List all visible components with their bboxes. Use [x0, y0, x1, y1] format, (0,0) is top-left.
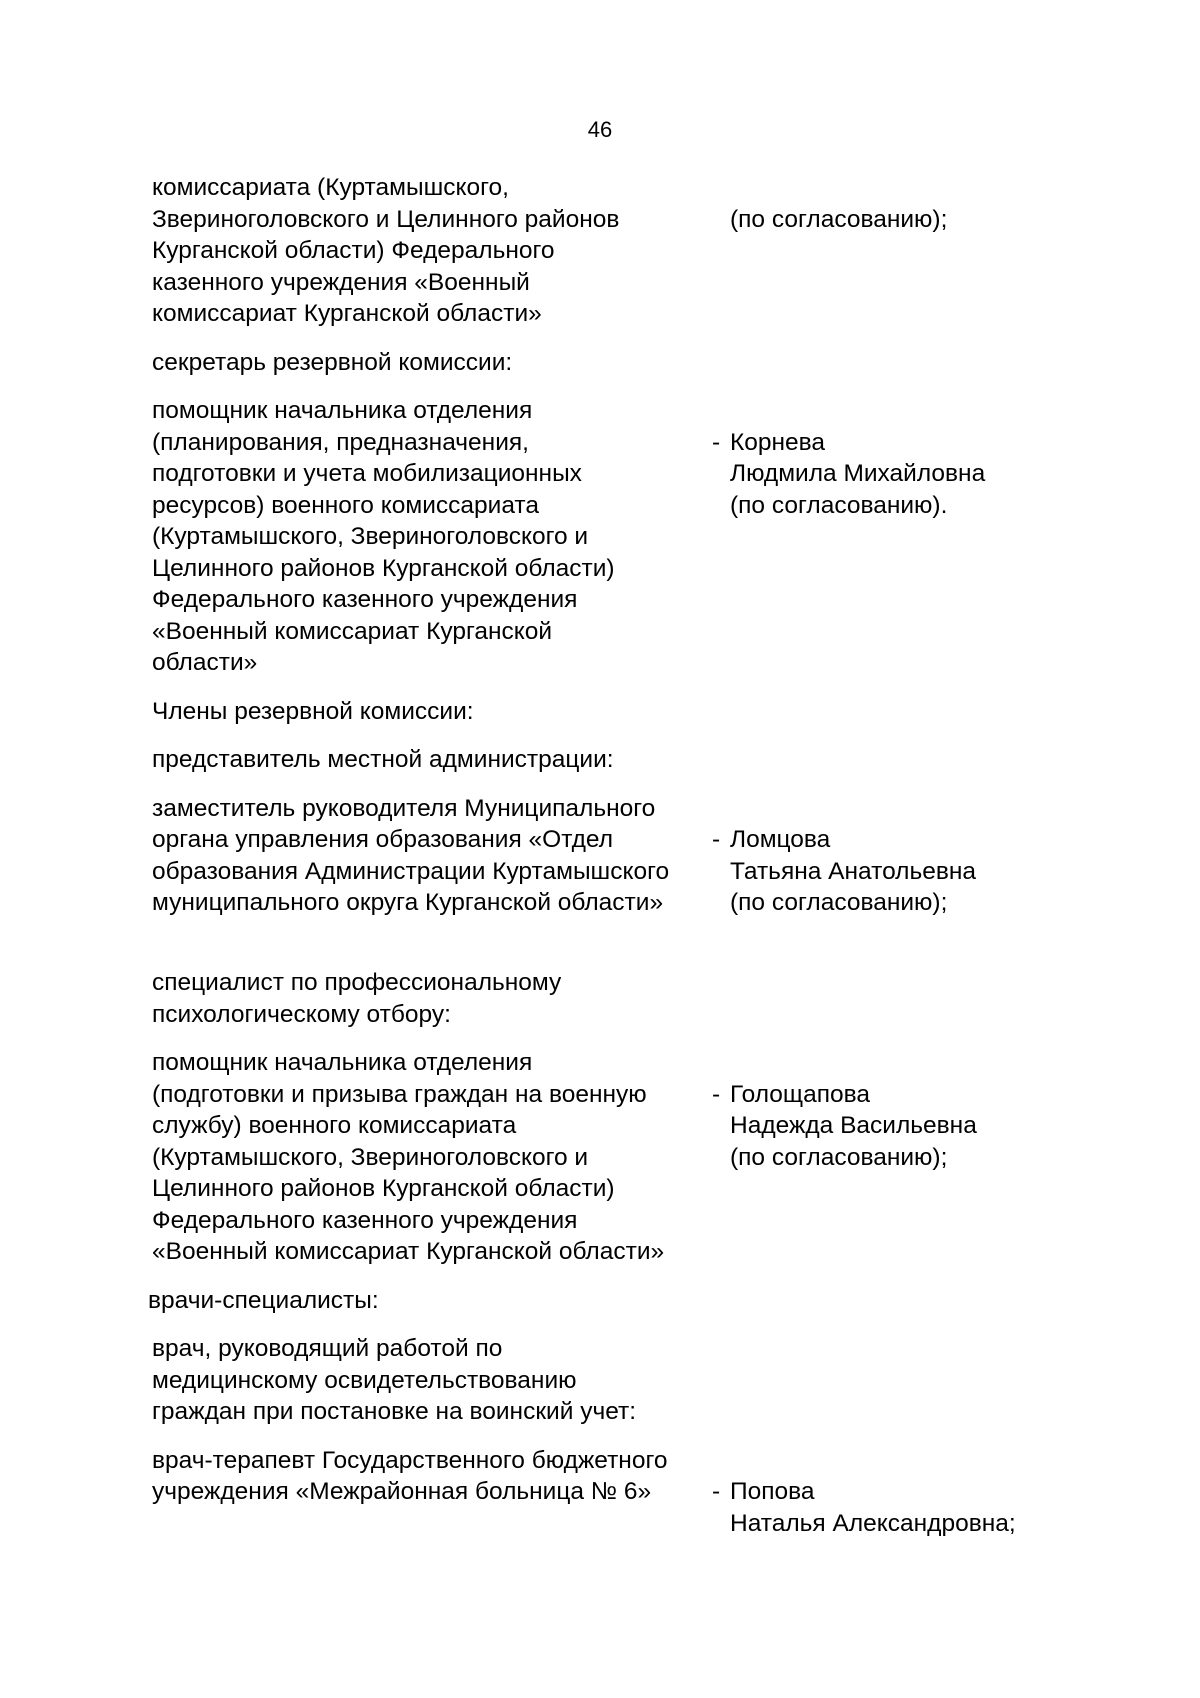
document-body [148, 172, 1052, 1571]
member-details [712, 172, 1052, 267]
section-heading: специалист по профессиональному психологическому отбору: [152, 969, 562, 1028]
section-heading: врач, руководящий работой по медицинскому освидетельствованию граждан при постановке на воинский учет: [152, 1335, 637, 1425]
member-entry [152, 793, 1052, 951]
member-entry [152, 1445, 1052, 1571]
member-name: Голощапова Надежда Васильевна (по согласованию); [730, 1080, 977, 1171]
page-number: 46 [587, 117, 613, 142]
member-name: Попова Наталья Александровна; [730, 1478, 1016, 1537]
position-description: помощник начальника отделения (подготовки и призыва граждан на военную службу) военного комиссариата (Куртамышского, Звериноголовского и Целинного районов Курганской области) Федерального казенного учреждения «Военный комиссариат Курганской области» [152, 1049, 665, 1265]
section-heading: врачи-специалисты: [148, 1286, 379, 1314]
member-details [712, 1445, 1052, 1571]
dash-marker: - [712, 826, 721, 853]
member-name: Ломцова Татьяна Анатольевна (по согласованию); [730, 826, 977, 916]
dash-marker: - [712, 428, 721, 456]
section-heading: представитель местной администрации: [152, 746, 614, 773]
member-details [712, 395, 1052, 553]
member-entry [152, 1047, 1052, 1268]
member-entry [152, 395, 1052, 679]
member-details [712, 1047, 1052, 1205]
position-description: помощник начальника отделения (планирования, предназначения, подготовки и учета мобилизационных ресурсов) военного комиссариата (Куртамышского, Звериноголовского и Целинного районов Курганской области) Федерального казенного учреждения «Военный комиссариат Курганской области» [152, 397, 615, 676]
member-name: Корнева Людмила Михайловна (по согласованию). [730, 428, 986, 519]
member-name: (по согласованию); [730, 205, 948, 233]
position-description: заместитель руководителя Муниципального органа управления образования «Отдел образования Администрации Куртамышского муниципального округа Курганской области» [152, 794, 670, 916]
section-heading: Члены резервной комиссии: [152, 697, 474, 725]
member-details [712, 793, 1052, 951]
section-heading: секретарь резервной комиссии: [152, 348, 513, 376]
position-description: врач-терапевт Государственного бюджетного учреждения «Межрайонная больница № 6» [152, 1446, 668, 1505]
position-description: комиссариата (Куртамышского, Звериноголовского и Целинного районов Курганской области) Федерального казенного учреждения «Военный комиссариат Курганской области» [152, 174, 620, 327]
member-entry [152, 172, 1052, 330]
dash-marker [712, 204, 730, 236]
dash-marker: - [712, 1478, 721, 1505]
dash-marker: - [712, 1080, 721, 1108]
